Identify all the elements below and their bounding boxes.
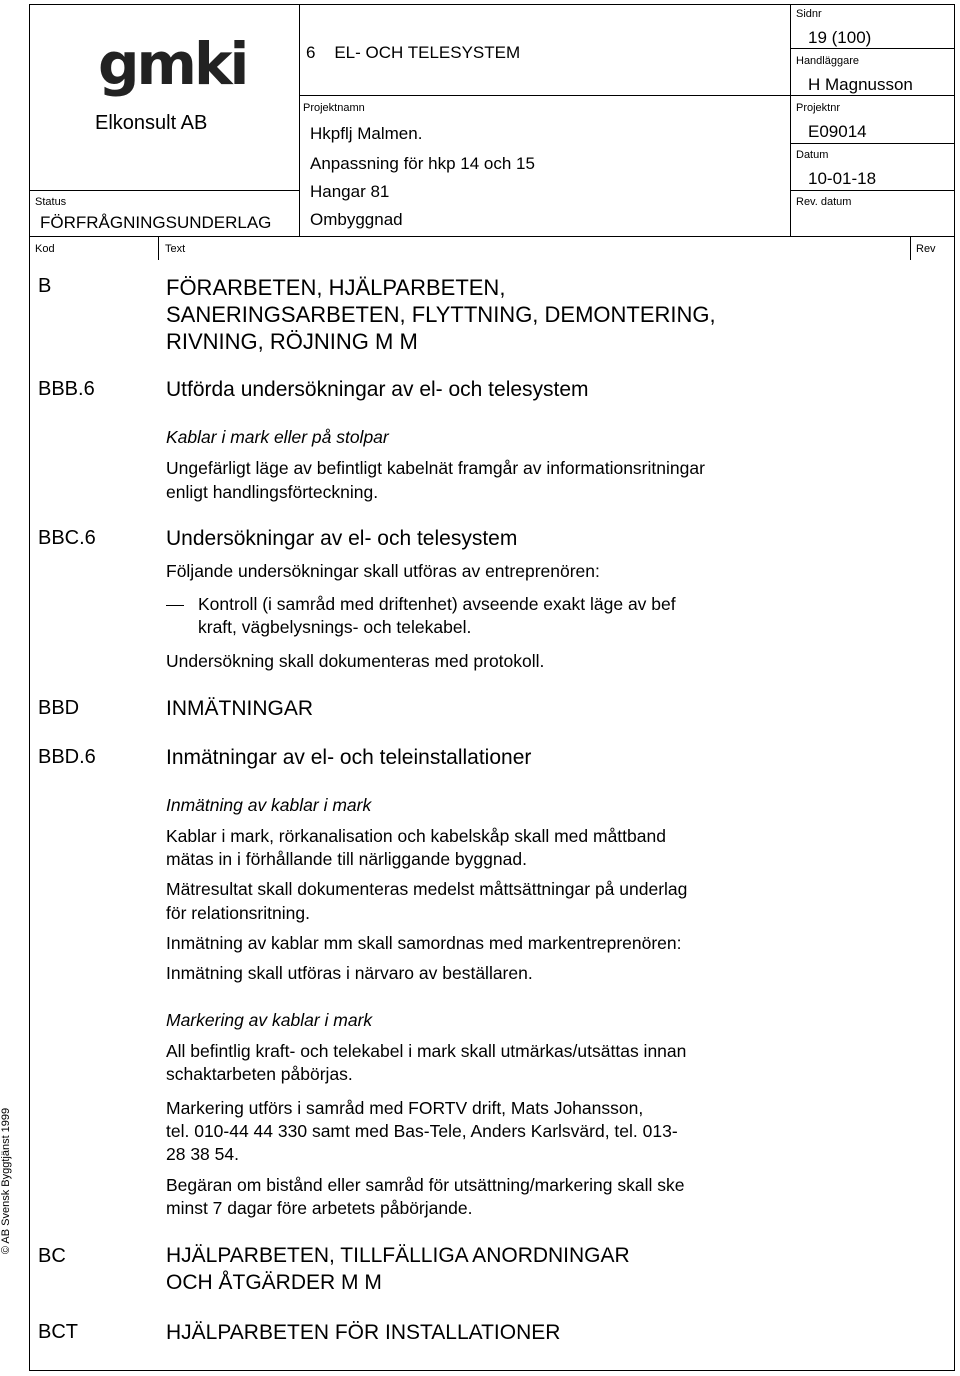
page-no-value: 19 (100) [808,28,872,47]
col-divider-text [158,236,159,260]
bbd6-p1-line-2: mätas in i förhållande till närliggande byggnad. [166,849,527,869]
bbb6-text-line-2: enligt handlingsförteckning. [166,482,379,502]
header-rule-handler [790,95,955,96]
project-no-value: E09014 [808,122,867,141]
chapter-title: 6 EL- OCH TELESYSTEM [306,43,521,62]
header-rule-bottom [29,236,955,237]
rev-date-label: Rev. datum [796,196,852,208]
bbd6-title: Inmätningar av el- och teleinstallationer [166,746,532,769]
bbd6-subheading-1: Inmätning av kablar i mark [166,795,372,815]
b-title-line-1: FÖRARBETEN, HJÄLPARBETEN, [166,275,506,300]
bbc6-intro: Följande undersökningar skall utföras av entreprenören: [166,561,600,581]
company-logo: gmki [98,30,247,98]
bc-title-line-2: OCH ÅTGÄRDER M M [166,1271,382,1294]
bbd6-p5-line-1: All befintlig kraft- och telekabel i mark skall utmärkas/utsättas innan [166,1041,687,1061]
bbd6-p3: Inmätning av kablar mm skall samordnas med markentreprenören: [166,933,682,953]
code-bbb6: BBB.6 [38,378,95,400]
bbd6-p4: Inmätning skall utföras i närvaro av beställaren. [166,963,533,983]
bbd6-p2-line-2: för relationsritning. [166,903,310,923]
handler-value: H Magnusson [808,75,913,94]
handler-label: Handläggare [796,55,859,67]
bbd6-p7-line-2: minst 7 dagar före arbetets påbörjande. [166,1198,473,1218]
header-rule-date [790,190,955,191]
bbd6-subheading-2: Markering av kablar i mark [166,1010,373,1030]
b-title-line-2: SANERINGSARBETEN, FLYTTNING, DEMONTERING, [166,302,716,327]
bbd6-p2-line-1: Mätresultat skall dokumenteras medelst måttsättningar på underlag [166,879,688,899]
col-divider-rev [910,236,911,260]
code-bc: BC [38,1245,66,1267]
header-rule-projnr [790,143,955,144]
header-rule-sidnr [790,48,955,49]
bbc6-item-line-2: kraft, vägbelysnings- och telekabel. [198,617,472,637]
project-name-line-4: Ombyggnad [310,210,403,229]
bct-title: HJÄLPARBETEN FÖR INSTALLATIONER [166,1321,561,1344]
bbd6-p5-line-2: schaktarbeten påbörjas. [166,1064,353,1084]
project-name-line-3: Hangar 81 [310,182,390,201]
company-name: Elkonsult AB [95,112,208,134]
page-no-label: Sidnr [796,8,822,20]
bbb6-title: Utförda undersökningar av el- och telesystem [166,378,589,401]
bbb6-text-line-1: Ungefärligt läge av befintligt kabelnät framgår av informationsritningar [166,458,705,478]
code-bct: BCT [38,1321,78,1343]
status-label: Status [35,196,67,208]
bbd6-p6-line-3: 28 38 54. [166,1144,239,1164]
project-name-line-1: Hkpflj Malmen. [310,124,423,143]
header-rule-chapter [299,95,790,96]
b-title-line-3: RIVNING, RÖJNING M M [166,329,418,354]
header-rule-status [29,190,299,191]
bbd6-p6-line-1: Markering utförs i samråd med FORTV drift, Mats Johansson, [166,1098,644,1118]
bbd6-p6-line-2: tel. 010-44 44 330 samt med Bas-Tele, Anders Karlsvärd, tel. 013- [166,1121,678,1141]
date-value: 10-01-18 [808,169,877,188]
header-divider-2 [790,4,791,236]
code-bbc6: BBC.6 [38,527,96,549]
bbc6-list-dash [166,605,184,606]
col-header-code: Kod [35,243,55,255]
bbb6-subheading: Kablar i mark eller på stolpar [166,427,389,447]
bbc6-item-line-1: Kontroll (i samråd med driftenhet) avseende exakt läge av bef [198,594,676,614]
code-bbd6: BBD.6 [38,746,96,768]
project-name-line-2: Anpassning för hkp 14 och 15 [310,154,535,173]
col-header-text: Text [165,243,186,255]
bbd-title: INMÄTNINGAR [166,697,313,720]
project-name-label: Projektnamn [303,102,365,114]
date-label: Datum [796,149,829,161]
status-value: FÖRFRÅGNINGSUNDERLAG [40,213,272,232]
bc-title-line-1: HJÄLPARBETEN, TILLFÄLLIGA ANORDNINGAR [166,1244,630,1267]
bbc6-note: Undersökning skall dokumenteras med protokoll. [166,651,545,671]
code-b: B [38,275,52,297]
bbd6-p7-line-1: Begäran om bistånd eller samråd för utsättning/markering skall ske [166,1175,685,1195]
copyright-notice: © AB Svensk Byggtjänst 1999 [0,1107,12,1255]
header-divider-1 [299,4,300,236]
code-bbd: BBD [38,697,80,719]
bbd6-p1-line-1: Kablar i mark, rörkanalisation och kabelskåp skall med måttband [166,826,666,846]
bbc6-title: Undersökningar av el- och telesystem [166,527,518,550]
col-header-rev: Rev [916,243,936,255]
project-no-label: Projektnr [796,102,841,114]
